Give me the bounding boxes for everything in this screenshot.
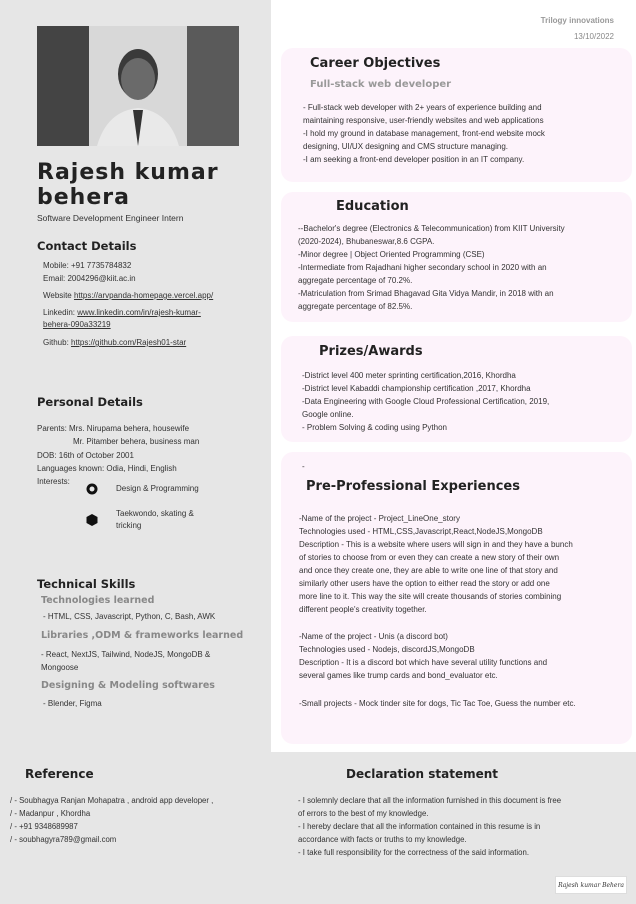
designing-heading: Designing & Modeling softwares (41, 680, 215, 691)
prize-line: -District level 400 meter sprinting certification,2016, Khordha (302, 371, 516, 380)
experience-dash: - (302, 462, 305, 471)
reference-line: / - Soubhagya Ranjan Mohapatra , android app developer , (10, 796, 214, 805)
education-title: Education (336, 199, 409, 214)
education-line: -Minor degree | Object Oriented Programming (CSE) (298, 250, 485, 259)
name-line-2: behera (37, 185, 130, 210)
parents-line-1: Parents: Mrs. Nirupama behera, housewife (37, 424, 190, 433)
project-line: Description - It is a discord bot which have several utility functions and (299, 658, 548, 667)
project-line: and once they create one, they are able to write one line of that story and (299, 566, 558, 575)
email: Email: 2004296@kiit.ac.in (43, 274, 136, 283)
libraries-list-2: Mongoose (41, 663, 79, 672)
prizes-text (302, 369, 627, 434)
interest-1: Design & Programming (116, 484, 199, 493)
project-line: of stories to choose from or even they can create a new story of their own (299, 553, 560, 562)
technologies-heading: Technologies learned (41, 595, 155, 606)
education-line: -Intermediate from Rajadhani higher secondary school in 2020 with an (298, 263, 547, 272)
prize-line: - Problem Solving & coding using Python (302, 423, 447, 432)
small-projects: -Small projects - Mock tinder site for dogs, Tic Tac Toe, Guess the number etc. (299, 699, 576, 708)
prizes-title: Prizes/Awards (319, 344, 423, 359)
project-2 (299, 630, 631, 682)
education-line: --Bachelor's degree (Electronics & Telecommunication) from KIIT University (298, 224, 565, 233)
project-line: Description - This is a website where users will sign in and they have a bunch (299, 540, 573, 549)
experience-title: Pre-Professional Experiences (306, 479, 520, 494)
career-subtitle: Full-stack web developer (310, 79, 452, 90)
name-heading (37, 160, 219, 210)
interest-2-line-1: Taekwondo, skating & (116, 509, 194, 518)
declaration-line: accordance with facts or truths to my knowledge. (298, 835, 467, 844)
linkedin-link-2[interactable]: behera-090a33219 (43, 320, 111, 329)
education-line: aggregate percentage of 70.2%. (298, 276, 413, 285)
website-link[interactable]: https://arvpanda-homepage.vercel.app/ (73, 291, 214, 300)
parents-line-2: Mr. Pitamber behera, business man (73, 437, 200, 446)
project-line: Technologies used - HTML,CSS,Javascript,React,NodeJS,MongoDB (299, 527, 543, 536)
mobile: Mobile: +91 7735784832 (43, 261, 132, 270)
education-line: aggregate percentage of 82.5%. (298, 302, 413, 311)
prize-line: -Data Engineering with Google Cloud Professional Certification, 2019, (302, 397, 550, 406)
interests-label: Interests: (37, 477, 70, 486)
career-line: -I hold my ground in database management, front-end website mock (303, 129, 545, 138)
reference-title: Reference (25, 767, 94, 781)
education-card (281, 192, 632, 322)
reference-text (10, 794, 213, 846)
declaration-line: - I solemnly declare that all the information furnished in this document is free (298, 796, 562, 805)
languages: Languages known: Odia, Hindi, English (37, 464, 177, 473)
prizes-card (281, 336, 632, 442)
interest-2-line-2: tricking (116, 521, 142, 530)
linkedin (43, 307, 201, 319)
education-line: (2020-2024), Bhubaneswar,8.6 CGPA. (298, 237, 435, 246)
career-line: maintaining responsive, user-friendly websites and web applications (303, 116, 544, 125)
technologies-list: - HTML, CSS, Javascript, Python, C, Bash, AWK (43, 612, 216, 621)
name-line-1: Rajesh kumar (37, 160, 219, 185)
reference-line: / - Madanpur , Khordha (10, 809, 91, 818)
github-link[interactable]: https://github.com/Rajesh01-star (71, 338, 187, 347)
career-text (303, 101, 628, 166)
reference-line: / - +91 9348689987 (10, 822, 78, 831)
libraries-heading: Libraries ,ODM & frameworks learned (41, 630, 244, 641)
date: 13/10/2022 (573, 32, 614, 41)
linkedin-label: Linkedin: (43, 308, 78, 317)
project-line: -Name of the project - Unis (a discord bot) (299, 632, 448, 641)
reference-line: / - soubhagyra789@gmail.com (10, 835, 117, 844)
career-card (281, 48, 632, 182)
github-label: Github: (43, 338, 72, 347)
coding-icon (86, 483, 98, 495)
personal-title: Personal Details (37, 395, 143, 409)
job-title: Software Development Engineer Intern (37, 213, 184, 223)
designing-list: - Blender, Figma (43, 699, 102, 708)
signature: Rajesh kumar Behera (555, 876, 627, 894)
contact-title: Contact Details (37, 239, 137, 253)
github (43, 337, 186, 349)
project-line: Technologies used - Nodejs, discordJS,MongoDB (299, 645, 475, 654)
declaration-line: of errors to the best of my knowledge. (298, 809, 429, 818)
project-line: more line to it. This way the site will create thousands of stories combining (299, 592, 562, 601)
hexagon-icon (86, 514, 98, 526)
project-line: several games like trump cards and bond_evaluator etc. (299, 671, 498, 680)
website (43, 290, 213, 302)
linkedin-link-1[interactable]: www.linkedin.com/in/rajesh-kumar- (77, 308, 201, 317)
career-title: Career Objectives (310, 56, 441, 71)
website-label: Website (43, 291, 74, 300)
education-text (298, 222, 628, 313)
project-line: different people's creativity together. (299, 605, 427, 614)
prize-line: Google online. (302, 410, 354, 419)
libraries-list-1: - React, NextJS, Tailwind, NodeJS, MongoDB & (41, 650, 211, 659)
dob: DOB: 16th of October 2001 (37, 451, 134, 460)
career-line: designing, UI/UX designing and CMS structure managing. (303, 142, 508, 151)
career-line: -I am seeking a front-end developer position in an IT company. (303, 155, 525, 164)
career-line: - Full-stack web developer with 2+ years of experience building and (303, 103, 542, 112)
declaration-line: - I take full responsibility for the correctness of the said information. (298, 848, 529, 857)
company-name: Trilogy innovations (540, 16, 614, 25)
declaration-text (298, 794, 632, 859)
declaration-line: - I hereby declare that all the information contained in this resume is in (298, 822, 541, 831)
prize-line: -District level Kabaddi championship certification ,2017, Khordha (302, 384, 531, 393)
experience-card (281, 452, 632, 744)
education-line: -Matriculation from Srimad Bhagavad Gita Vidya Mandir, in 2018 with an (298, 289, 554, 298)
project-line: -Name of the project - Project_LineOne_story (299, 514, 460, 523)
project-line: similarly other users have the option to either read the story or add one (299, 579, 550, 588)
profile-photo (37, 26, 239, 146)
declaration-title: Declaration statement (346, 767, 499, 781)
project-1 (299, 512, 631, 616)
skills-title: Technical Skills (37, 577, 136, 591)
